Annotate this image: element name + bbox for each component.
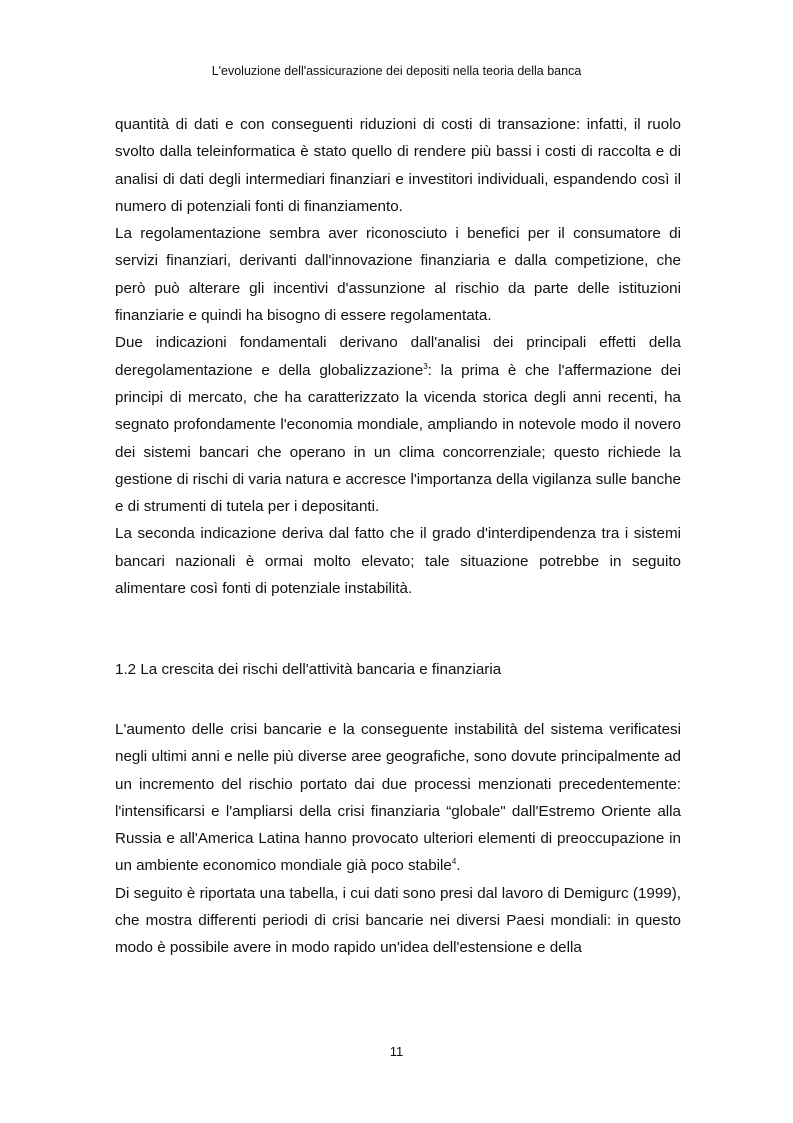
paragraph-3-text-before: Due indicazioni fondamentali derivano dall'analisi dei principali effetti della deregolamentazione e della globalizzazione <box>115 334 681 379</box>
section-heading: 1.2 La crescita dei rischi dell'attività bancaria e finanziaria <box>115 661 502 678</box>
running-header: L'evoluzione dell'assicurazione dei depositi nella teoria della banca <box>211 64 582 78</box>
paragraph-5-text-after: . <box>456 857 461 875</box>
paragraph-2: La regolamentazione sembra aver riconosciuto i benefici per il consumatore di servizi finanziari, derivanti dall'innovazione finanziaria e dalla competizione, che però può alterare gli incentivi d'assunzione al rischio da parte delle istituzioni finanziarie e quindi ha bisogno di essere regolamentata. <box>115 225 681 325</box>
paragraph-3 <box>115 329 681 520</box>
section-1-body <box>115 111 681 602</box>
page-number: 11 <box>389 1044 404 1059</box>
section-2-body <box>115 716 681 962</box>
paragraph-6: Di seguito è riportata una tabella, i cui dati sono presi dal lavoro di Demigurc (1999), che mostra differenti periodi di crisi bancarie nei diversi Paesi mondiali: in questo modo è possibile avere in modo rapido un'idea dell'estensione e della <box>115 884 681 957</box>
paragraph-3-text-after: : la prima è che l'affermazione dei principi di mercato, che ha caratterizzato la vicenda storica degli anni recenti, ha segnato profondamente l'economia mondiale, ampliando in notevole modo il novero dei sistemi bancari che operano in un clima concorrenziale; questo richiede la gestione di rischi di varia natura e accresce l'importanza della vigilanza sulle banche e di strumenti di tutela per i depositanti. <box>115 361 681 516</box>
footnote-ref-3[interactable]: 3 <box>423 361 428 371</box>
paragraph-5-text-before: L'aumento delle crisi bancarie e la conseguente instabilità del sistema verificatesi negli ultimi anni e nelle più diverse aree geografiche, sono dovute principalmente ad un incremento del rischio portato dai due processi menzionati precedentemente: l'intensificarsi e l'ampliarsi della crisi finanziaria “globale" dall'Estremo Oriente alla Russia e all'America Latina hanno provocato ulteriori elementi di preoccupazione in un ambiente economico mondiale già poco stabile <box>115 721 681 875</box>
paragraph-5 <box>115 716 681 880</box>
footnote-ref-4[interactable]: 4 <box>451 857 457 867</box>
paragraph-4: La seconda indicazione deriva dal fatto che il grado d'interdipendenza tra i sistemi bancari nazionali è ormai molto elevato; tale situazione potrebbe in seguito alimentare così fonti di potenziale instabilità. <box>115 525 681 598</box>
paragraph-1: quantità di dati e con conseguenti riduzioni di costi di transazione: infatti, il ruolo svolto dalla teleinformatica è stato quello di rendere più bassi i costi di raccolta e di analisi di dati degli intermediari finanziari e investitori individuali, espandendo così il numero di potenziali fonti di finanziamento. <box>115 116 681 215</box>
